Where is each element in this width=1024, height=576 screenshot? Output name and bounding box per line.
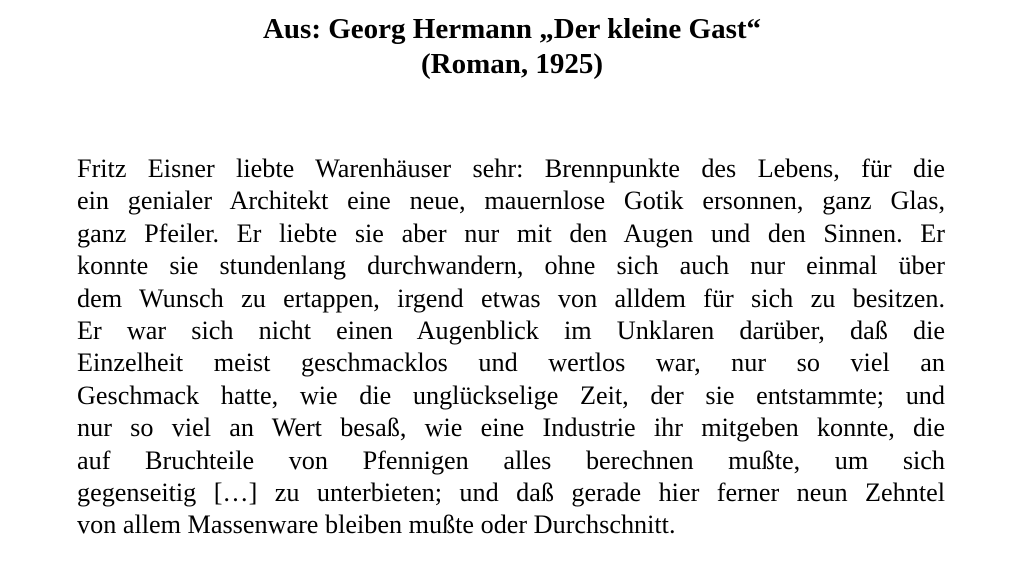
title-line-1: Aus: Georg Hermann „Der kleine Gast“ [262,13,762,45]
slide-title [0,12,1024,82]
title-line-2: (Roman, 1925) [420,48,604,80]
excerpt-line: Er war sich nicht einen Augenblick im Unklaren darüber, daß die [77,316,945,346]
excerpt-line: nur so viel an Wert besaß, wie eine Industrie ihr mitgeben konnte, die [77,413,945,443]
excerpt-line: dem Wunsch zu ertappen, irgend etwas von alldem für sich zu besitzen. [77,283,945,313]
excerpt-line: ein genialer Architekt eine neue, mauernlose Gotik ersonnen, ganz Glas, [77,186,945,216]
excerpt-line: von allem Massenware bleiben mußte oder Durchschnitt. [77,510,676,540]
excerpt-paragraph [77,153,945,542]
excerpt-line: Fritz Eisner liebte Warenhäuser sehr: Brennpunkte des Lebens, für die [77,154,945,183]
excerpt-line: gegenseitig […] zu unterbieten; und daß gerade hier ferner neun Zehntel [77,478,945,508]
excerpt-line: ganz Pfeiler. Er liebte sie aber nur mit den Augen und den Sinnen. Er [77,218,945,248]
excerpt-line: auf Bruchteile von Pfennigen alles berechnen mußte, um sich [77,445,945,475]
excerpt-line: konnte sie stundenlang durchwandern, ohne sich auch nur einmal über [77,251,945,281]
excerpt-line: Einzelheit meist geschmacklos und wertlos war, nur so viel an [77,348,945,378]
excerpt-line: Geschmack hatte, wie die unglückselige Zeit, der sie entstammte; und [77,380,945,410]
